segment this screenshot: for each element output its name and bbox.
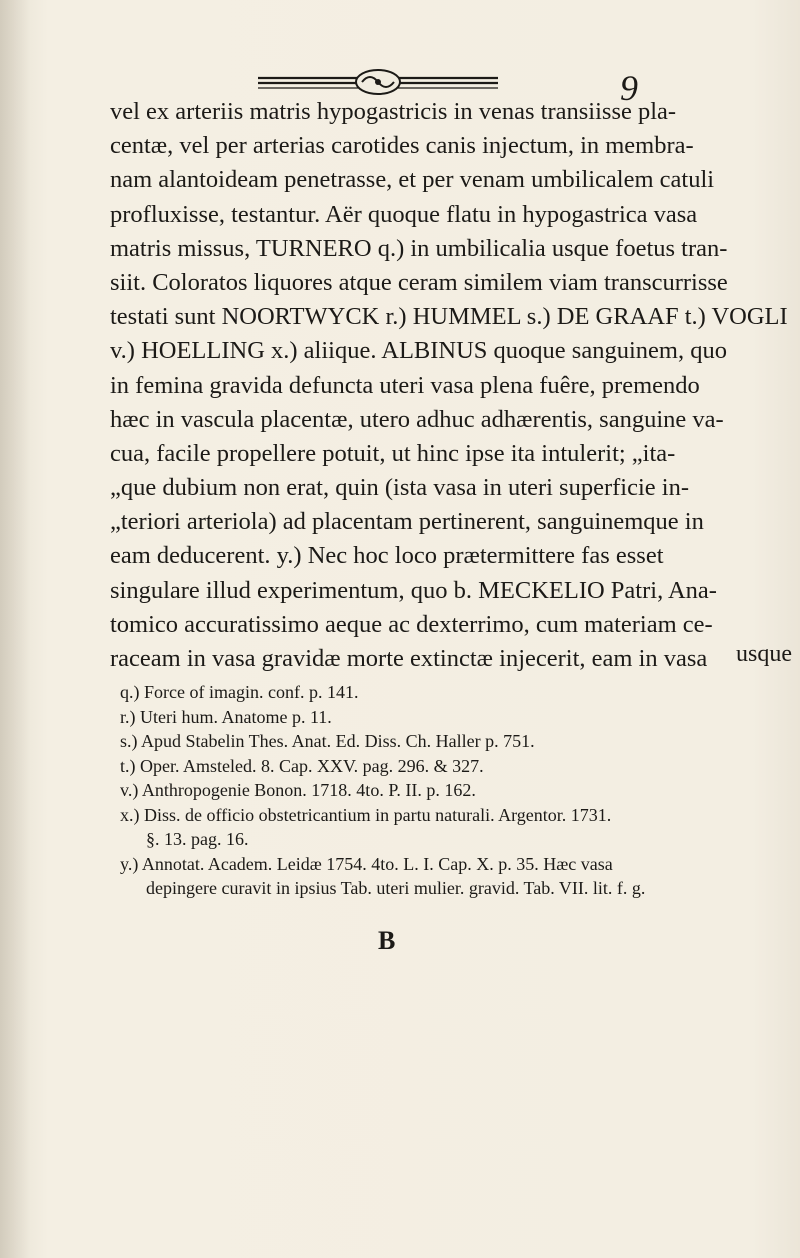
catchword: usque — [736, 641, 792, 667]
text-line: „que dubium non erat, quin (ista vasa in uteri superficie in- — [110, 474, 689, 502]
gutter-shadow — [0, 0, 30, 1258]
footnote: x.) Diss. de officio obstetricantium in partu naturali. Argentor. 1731. — [120, 804, 612, 825]
text-line: vel ex arteriis matris hypogastricis in venas transiisse pla- — [110, 98, 677, 125]
main-text — [110, 95, 800, 676]
text-line: nam alantoideam penetrasse, et per venam umbilicalem catuli — [110, 166, 715, 194]
text-line: hæc in vascula placentæ, utero adhuc adhærentis, sanguine va- — [110, 405, 724, 433]
footnote: depingere curavit in ipsius Tab. uteri mulier. gravid. Tab. VII. lit. f. g. — [146, 878, 646, 898]
text-line: centæ, vel per arterias carotides canis injectum, in membra- — [110, 132, 694, 160]
text-line: matris missus, TURNERO q.) in umbilicalia usque foetus tran- — [110, 234, 728, 262]
text-line: raceam in vasa gravidæ morte extinctæ injecerit, eam in vasa — [110, 645, 708, 672]
page-number: 9 — [620, 68, 638, 108]
text-line: singulare illud experimentum, quo b. MECKELIO Patri, Ana- — [110, 576, 717, 604]
signature-mark: B — [378, 926, 396, 955]
footnotes — [120, 680, 800, 901]
footnote: s.) Apud Stabelin Thes. Anat. Ed. Diss. Ch. Haller p. 751. — [120, 731, 535, 751]
text-line: eam deducerent. y.) Nec hoc loco prætermittere fas esset — [110, 542, 664, 570]
text-line: profluxisse, testantur. Aër quoque flatu in hypogastrica vasa — [110, 200, 698, 228]
text-line: testati sunt NOORTWYCK r.) HUMMEL s.) DE GRAAF t.) VOGLI — [110, 303, 788, 331]
text-line: cua, facile propellere potuit, ut hinc ipse ita intulerit; „ita- — [110, 439, 676, 467]
footnote: y.) Annotat. Academ. Leidæ 1754. 4to. L. I. Cap. X. p. 35. Hæc vasa — [120, 853, 613, 874]
ornament-rule-icon — [258, 68, 498, 96]
footnote: v.) Anthropogenie Bonon. 1718. 4to. P. II. p. 162. — [120, 780, 476, 800]
footnote: t.) Oper. Amsteled. 8. Cap. XXV. pag. 296. & 327. — [120, 755, 484, 776]
text-line: in femina gravida defuncta uteri vasa plena fuêre, premendo — [110, 371, 700, 399]
footnote: q.) Force of imagin. conf. p. 141. — [120, 682, 359, 702]
footnote: r.) Uteri hum. Anatome p. 11. — [120, 706, 332, 727]
text-line: v.) HOELLING x.) aliique. ALBINUS quoque sanguinem, quo — [110, 337, 727, 365]
text-line: „teriori arteriola) ad placentam pertinerent, sanguinemque in — [110, 508, 704, 536]
text-line: siit. Coloratos liquores atque ceram similem viam transcurrisse — [110, 268, 728, 296]
footnote: §. 13. pag. 16. — [146, 829, 249, 849]
text-line: tomico accuratissimo aeque ac dexterrimo, cum materiam ce- — [110, 610, 713, 638]
